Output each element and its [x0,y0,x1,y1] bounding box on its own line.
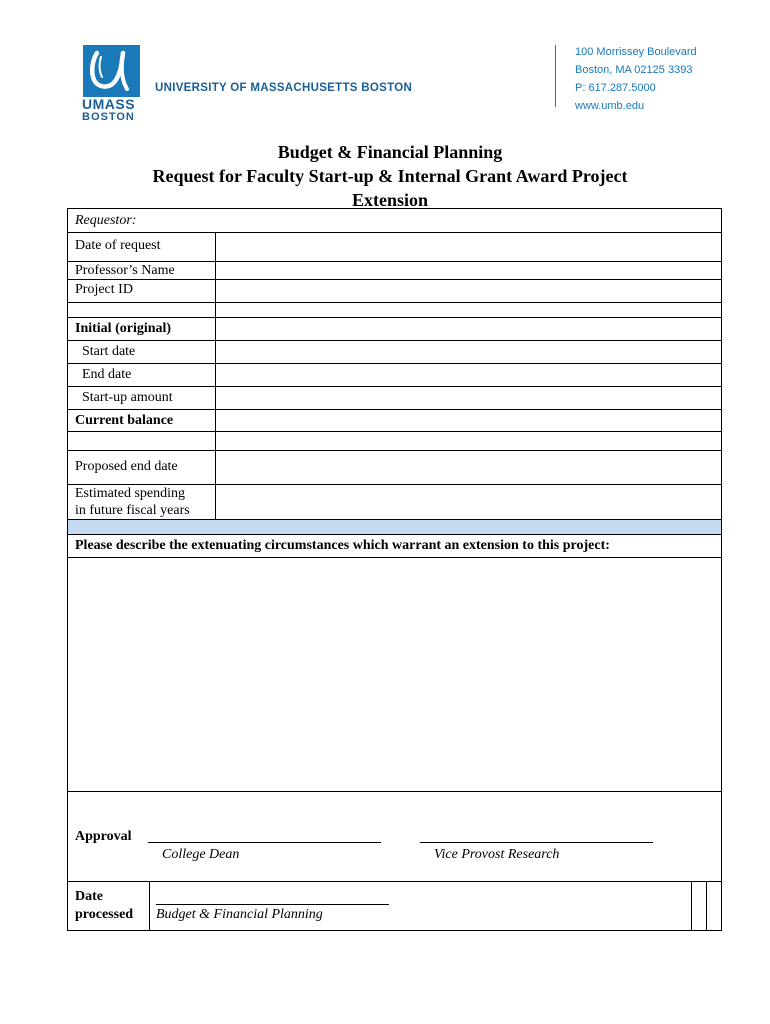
estimated-spending-label-2: in future fiscal years [75,503,190,518]
umass-u-icon [83,45,140,97]
proposed-end-date-label: Proposed end date [75,459,178,474]
umass-logo-mark [83,45,140,97]
bfp-caption: Budget & Financial Planning [156,907,323,922]
extension-request-form [67,208,722,931]
title-line-1: Budget & Financial Planning [277,142,503,162]
approval-label: Approval [75,829,132,844]
initial-label: Initial (original) [75,321,172,336]
college-dean-caption: College Dean [162,847,240,862]
project-id-label: Project ID [75,282,133,297]
date-processed-label-2: processed [75,907,134,922]
blank-row-2 [68,432,721,451]
describe-prompt: Please describe the extenuating circumstances which warrant an extension to this project: [75,538,610,553]
start-date-row[interactable] [68,341,721,364]
professor-name-row[interactable] [68,262,721,280]
startup-amount-row[interactable] [68,387,721,410]
approval-section [68,792,721,882]
end-date-label: End date [82,367,132,382]
vice-provost-caption: Vice Provost Research [434,847,560,862]
address-website: www.umb.edu [575,100,645,112]
logo-umass-text: UMASS [82,96,136,112]
end-date-row[interactable] [68,364,721,387]
address-phone: P: 617.287.5000 [575,82,656,94]
requestor-label: Requestor: [75,213,137,228]
circumstances-textarea[interactable] [68,558,721,792]
university-name: UNIVERSITY OF MASSACHUSETTS BOSTON [155,82,413,94]
requestor-row [68,209,721,233]
date-divider-right-1 [691,882,692,930]
estimated-spending-row[interactable] [68,485,721,520]
logo-boston-text: BOSTON [82,111,135,123]
college-dean-signature-line[interactable] [148,842,381,843]
date-processed-row [68,882,721,930]
title-line-2: Request for Faculty Start-up & Internal Grant Award Project [152,166,628,186]
current-balance-row[interactable] [68,410,721,432]
initial-row [68,318,721,341]
date-of-request-row [68,233,721,262]
date-processed-label-1: Date [75,889,103,904]
address-divider [555,45,556,107]
proposed-end-date-row[interactable] [68,451,721,485]
shaded-separator-row [68,520,721,535]
vice-provost-signature-line[interactable] [420,842,653,843]
page-title [60,140,720,212]
start-date-label: Start date [82,344,136,359]
project-id-row[interactable] [68,280,721,303]
title-line-3: Extension [351,190,429,210]
professor-name-label: Professor’s Name [75,263,175,278]
current-balance-label: Current balance [75,413,174,428]
date-of-request-label: Date of request [75,238,161,253]
date-divider-left [149,882,150,930]
date-divider-right-2 [706,882,707,930]
startup-amount-label: Start-up amount [82,390,173,405]
bfp-signature-line[interactable] [156,904,389,905]
describe-header-row [68,535,721,558]
blank-row-1 [68,303,721,318]
address-street: 100 Morrissey Boulevard [575,46,697,58]
estimated-spending-label-1: Estimated spending [75,486,186,501]
address-block [575,43,697,115]
address-city: Boston, MA 02125 3393 [575,64,693,76]
